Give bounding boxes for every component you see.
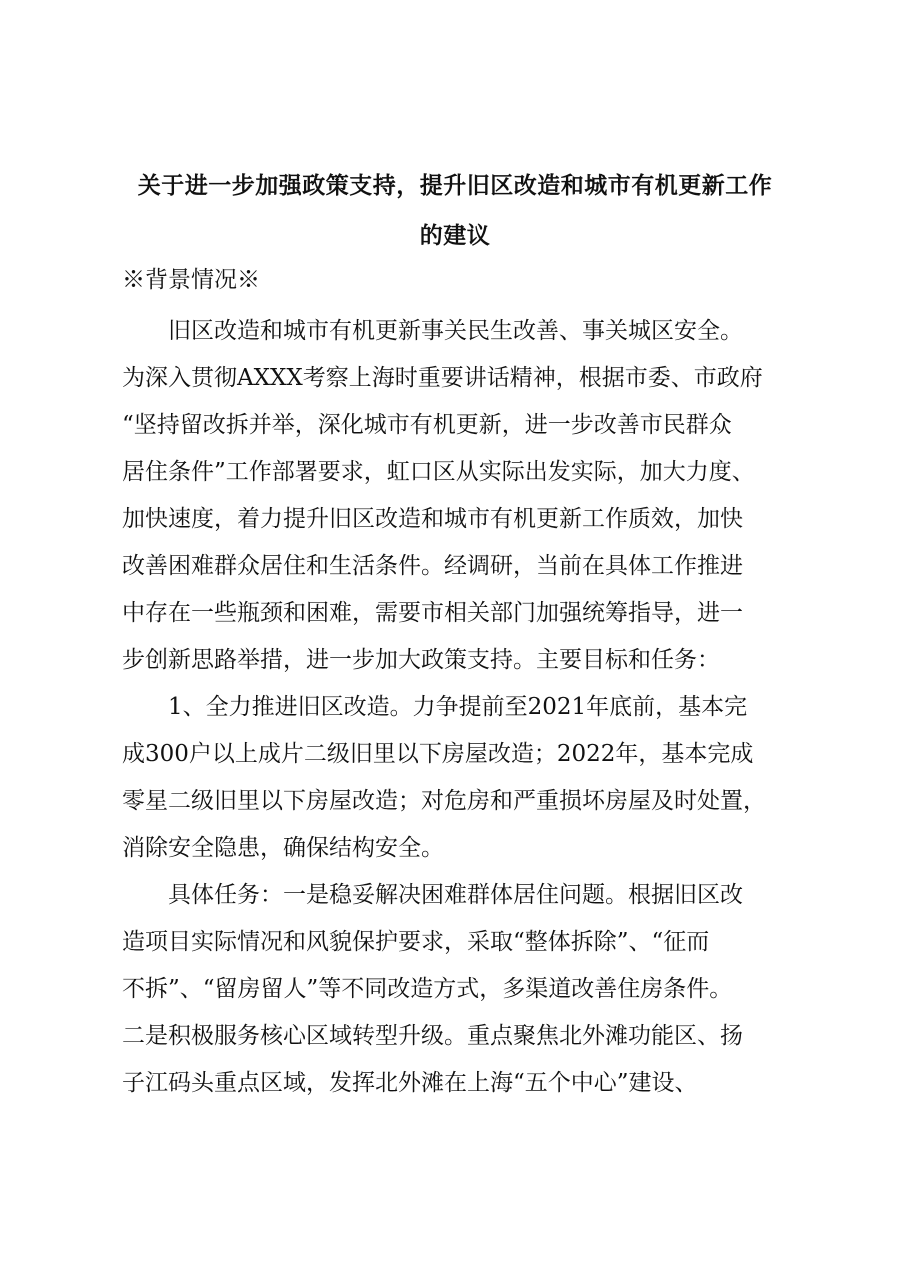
- paragraph-tasks: [122, 872, 798, 1107]
- paragraph-line: 1、全力推进旧区改造。力争提前至2021年底前，基本完: [168, 694, 748, 720]
- paragraph-line: 加快速度，着力提升旧区改造和城市有机更新工作质效，加快: [122, 506, 743, 532]
- title-line-1: 关于进一步加强政策支持，提升旧区改造和城市有机更新工作: [137, 173, 773, 199]
- paragraph-line: 二是积极服务核心区域转型升级。重点聚焦北外滩功能区、扬: [122, 1023, 743, 1049]
- paragraph-line: 居住条件”工作部署要求，虹口区从实际出发实际，加大力度、: [122, 459, 755, 485]
- paragraph-line: 子江码头重点区域，发挥北外滩在上海“五个中心”建设、: [122, 1070, 698, 1096]
- title-line-2: 的建议: [419, 223, 491, 249]
- paragraph-goal-1: [122, 684, 798, 872]
- paragraph-line: 成300户以上成片二级旧里以下房屋改造；2022年，基本完成: [122, 741, 754, 767]
- paragraph-line: 零星二级旧里以下房屋改造；对危房和严重损坏房屋及时处置，: [122, 788, 766, 814]
- paragraph-line: 造项目实际情况和风貌保护要求，采取“整体拆除”、“征而: [122, 929, 710, 955]
- paragraph-line: 步创新思路举措，进一步加大政策支持。主要目标和任务：: [122, 647, 720, 673]
- paragraph-line: 消除安全隐患，确保结构安全。: [122, 835, 444, 861]
- paragraph-line: “坚持留改拆并举，深化城市有机更新，进一步改善市民群众: [122, 412, 732, 438]
- section-heading: ※背景情况※: [122, 267, 260, 293]
- paragraph-line: 旧区改造和城市有机更新事关民生改善、事关城区安全。: [168, 318, 743, 344]
- paragraph-line: 为深入贯彻AXXX考察上海时重要讲话精神，根据市委、市政府: [122, 365, 763, 391]
- paragraph-background: [122, 308, 798, 684]
- paragraph-line: 改善困难群众居住和生活条件。经调研，当前在具体工作推进: [122, 553, 743, 579]
- document-body: [122, 308, 798, 1107]
- document-title: [110, 168, 800, 254]
- paragraph-line: 不拆”、“留房留人”等不同改造方式，多渠道改善住房条件。: [122, 976, 733, 1002]
- paragraph-line: 中存在一些瓶颈和困难，需要市相关部门加强统筹指导，进一: [122, 600, 743, 626]
- paragraph-line: 具体任务：一是稳妥解决困难群体居住问题。根据旧区改: [168, 882, 743, 908]
